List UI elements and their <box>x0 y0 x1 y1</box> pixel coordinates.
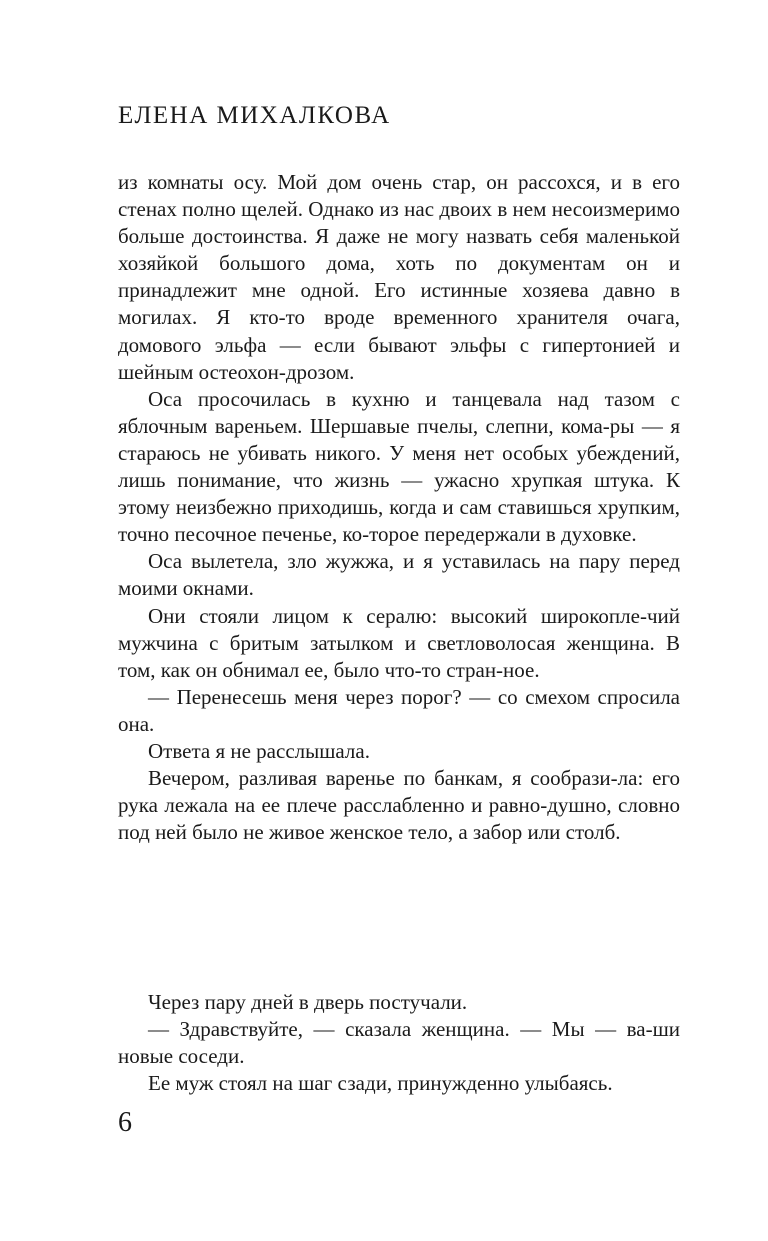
paragraph: Оса просочилась в кухню и танцевала над тазом с яблочным вареньем. Шершавые пчелы, слепни, кома-ры — я стараюсь не убивать никого. У меня нет особых убеждений, лишь понимание, что жизнь — ужасно хрупкая штука. К этому неизбежно приходишь, когда и сам ставишься хрупким, точно песочное печенье, ко-торое передержали в духовке. <box>118 386 680 547</box>
main-text-section-1 <box>118 169 680 846</box>
paragraph: из комнаты осу. Мой дом очень стар, он рассохся, и в его стенах полно щелей. Однако из нас двоих в нем несоизмеримо больше достоинства. Я даже не могу назвать себя маленькой хозяйкой большого дома, хоть по документам он и принадлежит мне одной. Его истинные хозяева давно в могилах. Я кто-то вроде временного хранителя очага, домового эльфа — если бывают эльфы с гипертонией и шейным остеохон-дрозом. <box>118 170 680 384</box>
paragraph: Ответа я не расслышала. <box>148 738 370 763</box>
paragraph: Вечером, разливая варенье по банкам, я сообрази-ла: его рука лежала на ее плече расслабленно и равно-душно, словно под ней было не живое женское тело, а забор или столб. <box>118 766 680 845</box>
paragraph: — Здравствуйте, — сказала женщина. — Мы — ва-ши новые соседи. <box>118 1017 680 1069</box>
paragraph: Через пару дней в дверь постучали. <box>148 990 468 1014</box>
page-number: 6 <box>118 1107 132 1138</box>
paragraph: Они стояли лицом к сералю: высокий широкопле-чий мужчина с бритым затылком и светловолосая женщина. В том, как он обнимал ее, было что-то стран-ное. <box>118 603 680 682</box>
paragraph: — Перенесешь меня через порог? — со смехом спросила она. <box>118 684 680 736</box>
paragraph: Ее муж стоял на шаг сзади, принужденно улыбаясь. <box>148 1071 613 1096</box>
paragraph: Оса вылетела, зло жужжа, и я уставилась на пару перед моими окнами. <box>118 549 680 601</box>
main-text-section-2 <box>118 989 680 1097</box>
running-head-author: ЕЛЕНА МИХАЛКОВА <box>118 102 391 129</box>
